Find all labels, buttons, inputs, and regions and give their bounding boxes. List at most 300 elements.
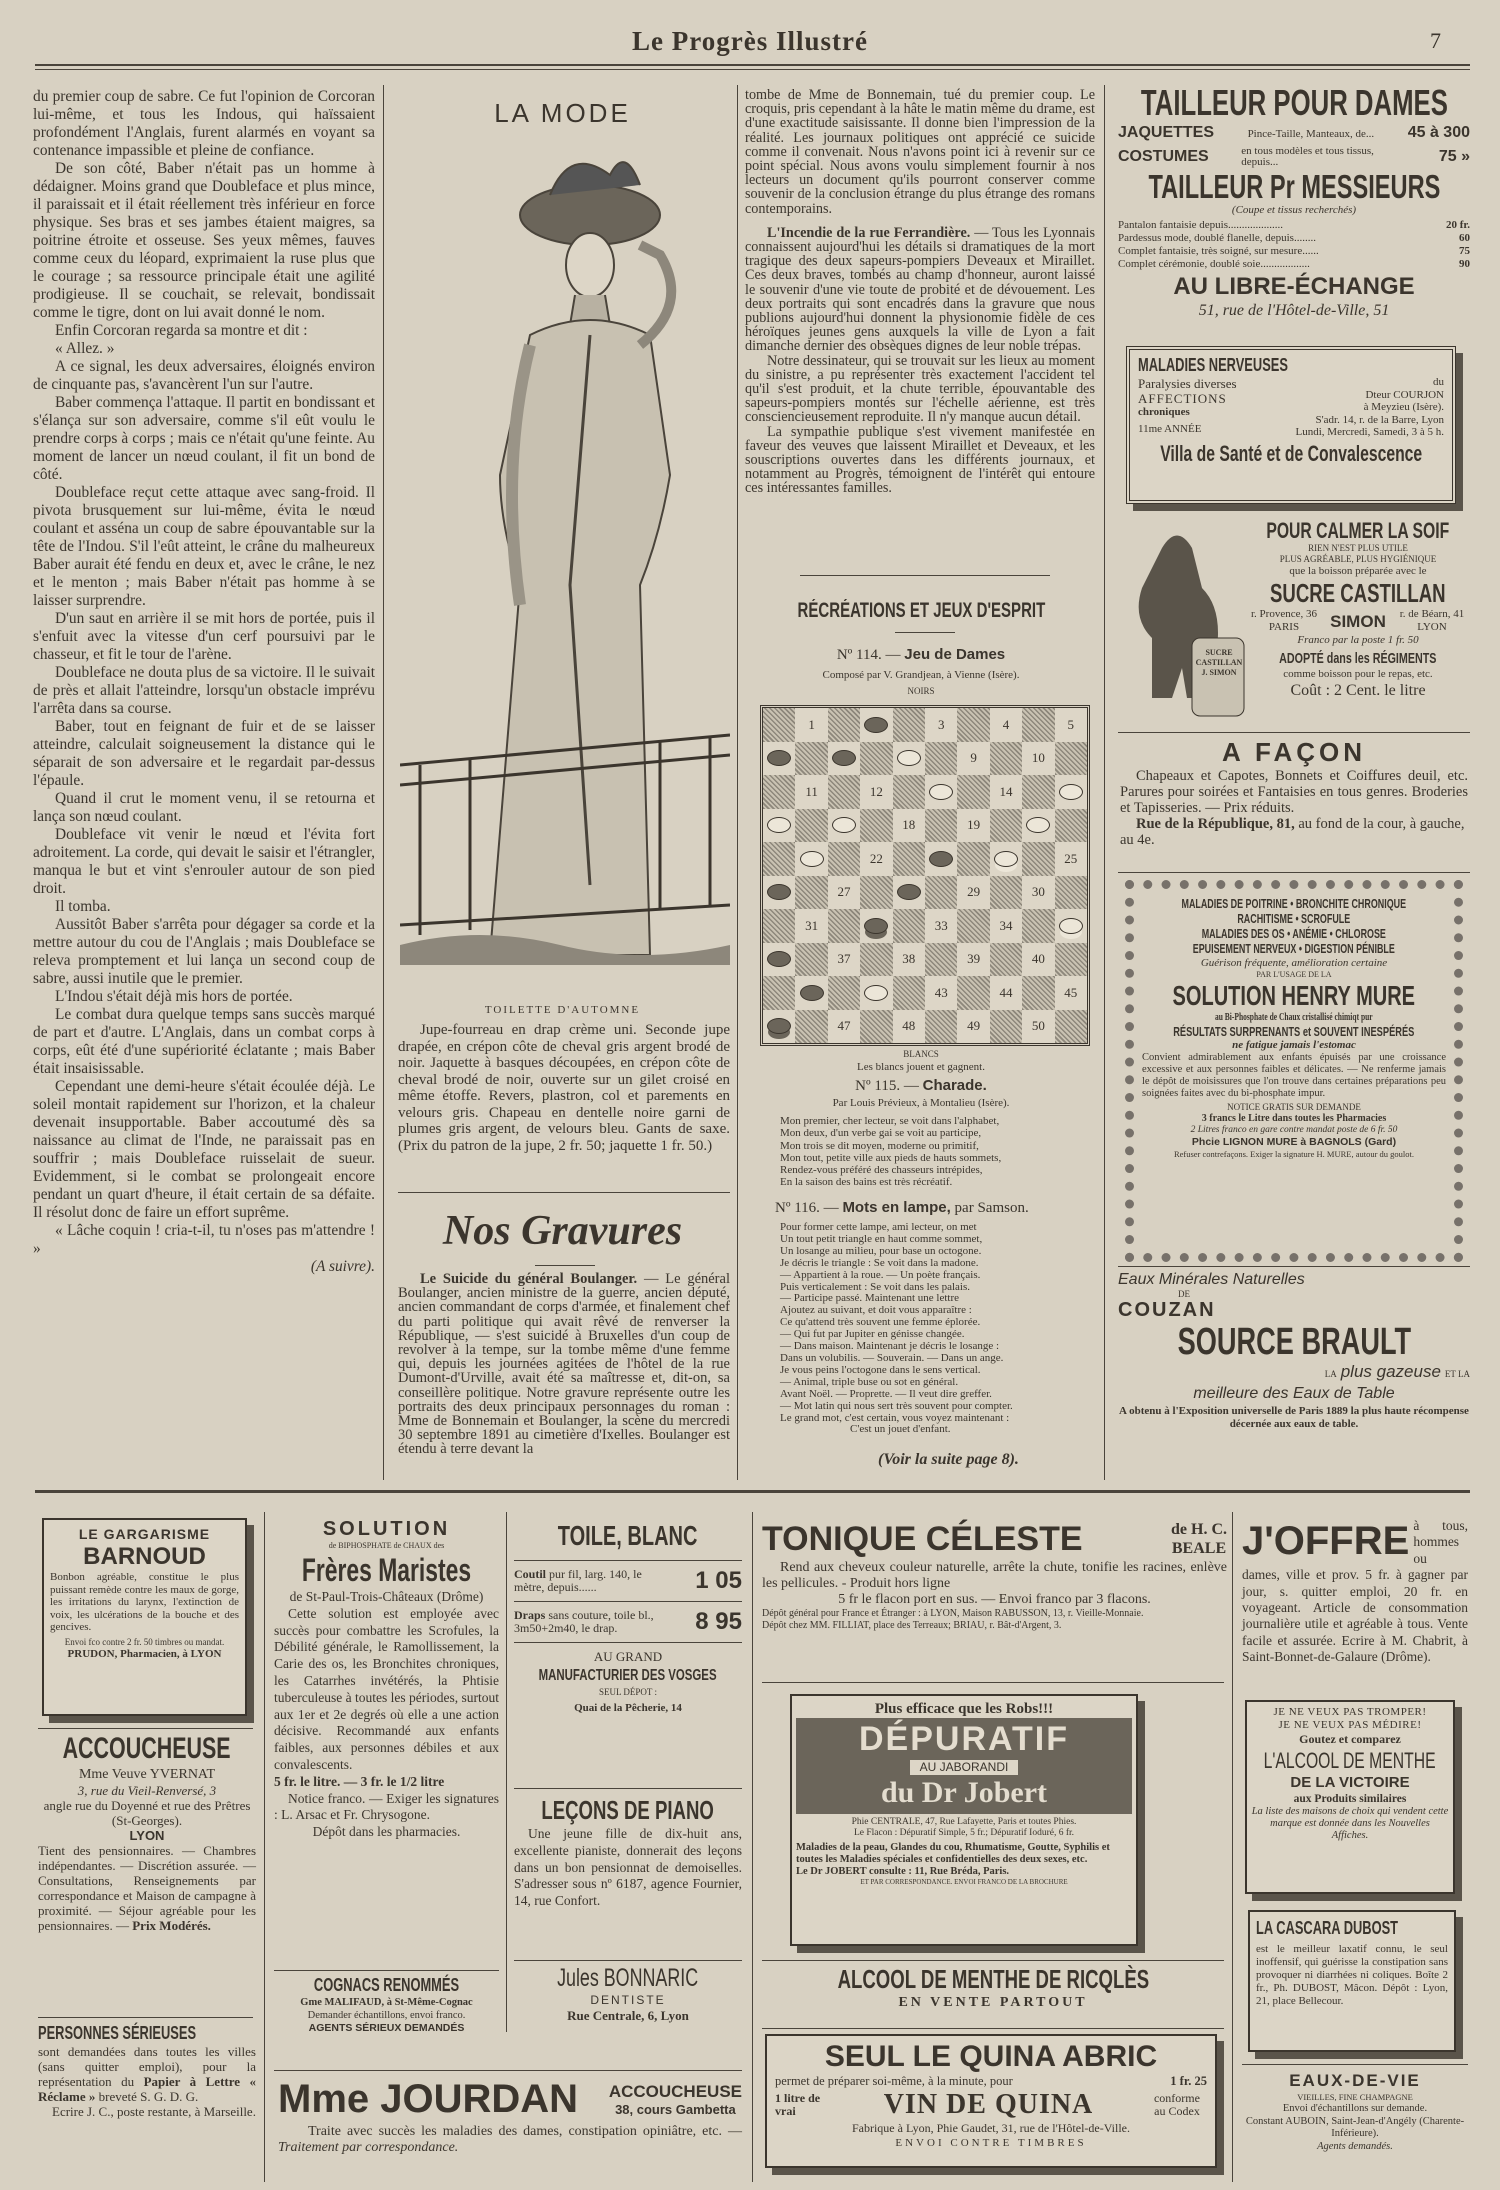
board-square-14: 14 [990,775,1022,809]
divider [800,575,1050,576]
board-square-30: 30 [1022,876,1054,910]
ad-text: VIEILLES, FINE CHAMPAGNE [1297,2092,1413,2102]
board-label-top: NOIRS [907,686,935,696]
divider [38,2017,253,2018]
price-row [1118,232,1470,245]
header-rule [35,64,1470,66]
ad-lecons-piano [514,1794,742,1910]
board-square-dark [1022,708,1054,742]
ad-text: conforme au Codex [1153,2091,1200,2118]
ad-text: Envoi fco contre 2 fr. 50 timbres ou mandat. [64,1636,225,1647]
ad-text: EPUISEMENT NERVEUX • DIGESTION PÉNIBLE [1192,942,1396,956]
ad-price: 75 » [1438,148,1470,165]
ad-brand: L'ALCOOL DE MENTHE [1263,1748,1437,1773]
ad-text: 1 litre de vrai [775,2091,821,2118]
mode-description-text: Jupe-fourreau en drap crème uni. Seconde jupe drapée, en crépon côte de cheval gris argent brodé de noir. Jaquette à basques découpées, en crépon côte de cheval brodé de noir, ouverte sur un gilet croisé en même étoffe. Revers, plastron, col et parements en velours gris. Chapeau en dentelle noire garni de plumes gris argent, de velours bleu. Gants de saxe. (Prix du patron de la jupe, 2 fr. 50; jaquette 1 fr. 50.) [398,1022,730,1154]
price-value: 75 [1459,245,1470,257]
ad-text: Pince-Taille, Manteaux, de... [1247,128,1375,140]
ad-cognacs [274,1974,499,2035]
board-square-dark [795,1010,827,1044]
white-king-piece [1059,918,1083,934]
divider [1118,732,1470,733]
problem-author: par Samson. [954,1200,1029,1216]
ad-text: sans couture, toile bl., 3m50+2m40, le drap. [514,1608,654,1635]
soldier-illustration [1122,518,1247,723]
board-square-dark [1055,876,1087,910]
board-square-dark [763,909,795,943]
ad-address: Rue de la République, 81, [1136,816,1295,832]
board-square-dark [763,708,795,742]
divider [1118,872,1470,873]
ad-maker: BEALE [1171,1540,1227,1557]
verse-line: Je vous peins l'octogone dans le sens vertical. [780,1363,981,1376]
article-lead: Le Suicide du général Boulanger. [420,1272,638,1287]
ad-text: AU GRAND [593,1649,663,1664]
ad-title: J'OFFRE [1242,1519,1410,1563]
fashion-illustration [400,135,730,1000]
ad-address: Constant AUBOIN, Saint-Jean-d'Angély (Charente-Inférieure). [1245,2115,1465,2139]
divider [1242,2064,1468,2065]
ad-text: Demander échantillons, envoi franco. [307,2010,466,2021]
white-piece [864,985,888,1001]
verse-line: — Appartient à la roue. — Un poète français. [780,1268,981,1281]
ad-text: A obtenu à l'Exposition universelle de Paris 1889 la plus haute récompense décernée aux eaux de table. [1119,1405,1469,1430]
story-paragraph: Doubleface vit venir le nœud et l'évita fort adroitement. La corde, qui devait le saisir et l'étrangler, manqua le but et vint s'enrouler autour de son pied droit. [33,826,375,897]
charade-verse [780,1115,1102,1189]
ad-text: EN VENTE PARTOUT [898,1995,1088,2010]
gravures-article [398,1272,730,1482]
verse-line: — Dans maison. Maintenant je décris le losange : [780,1340,1000,1353]
verse-line: Je décris le triangle : Se voit dans la madone. [780,1256,979,1269]
divider [762,1682,1224,1683]
problem-title: Charade. [922,1077,987,1094]
board-square-5: 5 [1055,708,1087,742]
recreations-title-wrap [740,598,1102,624]
ad-price: Le Flacon : Dépuratif Simple, 5 fr.; Dépuratif Ioduré, 6 fr. [853,1828,1075,1838]
story-paragraph: Enfin Corcoran regarda sa montre et dit : [55,322,308,339]
ad-text: Notice franco. — Exiger les signatures : L. Arsac et Fr. Chrysogone. [274,1790,499,1823]
ad-text: ET LA [1444,1369,1470,1379]
story-paragraph: De son côté, Baber n'était pas un homme à dédaigner. Moins grand que Doubleface et plus mince, il paraissait et il était réellement très inférieur en force physique. Ses bras et ses jambes étaient maigres, sa poitrine étroite et osseuse. Ses yeux mêmes, fauves comme ceux du léopard, exprimaient la ruse plus que le courage ; sa ressource principale était une agilité prodigieuse. Il se couchait, se relevait, bondissait comme le tigre, dont on lui avait donné le nom. [33,160,375,321]
board-square-48: 48 [893,1010,925,1044]
ad-accoucheuse [38,1732,256,1933]
verse-line: Mon deux, d'un verbe gai se voit au participe, [780,1127,982,1140]
ad-text: JE NE VEUX PAS TROMPER! [1273,1706,1427,1718]
board-square-dark [990,943,1022,977]
ad-text: AFFECTIONS [1138,391,1227,406]
ad-title: MALADIES NERVEUSES [1138,355,1288,375]
ad-text: Goutez et comparez [1299,1732,1401,1746]
ad-ricqles [762,1964,1224,2011]
problem-title: Mots en lampe, [842,1199,951,1216]
ad-tonique-celeste [762,1518,1227,1632]
ad-text: au Bi-Phosphate de Chaux cristallisé chimiqt pur [1215,1012,1373,1023]
mode-caption: TOILETTE D'AUTOMNE [484,1004,641,1016]
ad-maker: Phcie LIGNON MURE à BAGNOLS (Gard) [1191,1136,1397,1148]
ad-address: 3, rue du Vieil-Renversé, 3 [77,1783,217,1798]
board-square-dark [1022,909,1054,943]
white-king-piece [994,851,1018,867]
black-king-piece [767,1018,791,1034]
board-square-dark [795,876,827,910]
ad-text: SEUL DÉPOT : [598,1687,657,1697]
ad-store-name: AU LIBRE-ÉCHANGE [1173,273,1415,300]
price-item: Pantalon fantaisie depuis.................... [1118,219,1283,231]
ad-text: sont demandées dans toutes les villes (sans quitter emploi), pour la représentation du [38,2044,256,2089]
ad-title: TONIQUE CÉLESTE [762,1520,1083,1558]
article-text: — Le général Boulanger, ancien ministre de la guerre, ancien député, ancien commandant de corps d'armée, et finalement chef du parti politique qui avait rêvé de renverser la République, — s'est suicidé à Bruxelles d'un coup de revolver à la tempe, sur la tombe même d'une femme qui, depuis les journées agitées de l'hôtel de la rue Dumont-d'Urville, avait été sa maîtresse et, dit-on, sa conseillère politique. Notre gravure représente outre les portraits des deux principaux personnages du roman : Mme de Bonnemain et Boulanger, la scène du mercredi 30 septembre 1891 au cimetière d'Ixelles. Boulanger est étendu à terre devant la [398,1272,730,1458]
story-paragraph: « Allez. » [55,340,115,357]
verse-line: — Animal, triple buse ou sot en général. [780,1375,959,1388]
white-piece [832,817,856,833]
ad-price: Coût : 2 Cent. le litre [1290,682,1426,699]
ad-address: Le Dr JOBERT consulte : 11, Rue Bréda, Paris. [796,1866,1010,1877]
ad-label: Coutil [514,1567,547,1581]
ad-address: S'adr. 14, r. de la Barre, Lyon [1315,413,1444,426]
white-piece [1059,784,1083,800]
ad-address: Phie CENTRALE, 47, Rue Lafayette, Paris et toutes Phies. [851,1817,1077,1827]
board-square-37: 37 [828,943,860,977]
price-value: 20 fr. [1445,219,1470,231]
ad-text: comme boisson pour le repas, etc. [1283,668,1433,680]
board-square-17 [828,809,860,843]
ad-address: angle rue du Doyenné et rue des Prêtres (St-Georges). [43,1798,251,1828]
board-square-50: 50 [1022,1010,1054,1044]
ad-text: Lundi, Mercredi, Samedi, 3 à 5 h. [1295,426,1444,438]
ad-text: Traitement par correspondance. [278,2140,459,2155]
ad-brand: Frères Maristes [301,1552,472,1588]
problem-number: Nº 115. — [855,1078,919,1094]
ad-text: Une jeune fille de dix-huit ans, excellente pianiste, donnerait des leçons dans un bon pensionnat de demoiselles. S'adresser sous nº 6187, agence Fournier, 14, rue Confort. [514,1826,742,1909]
ad-sucre-castillan [1118,518,1470,728]
divider [1118,1266,1470,1267]
ad-toile-blanc [514,1518,742,1715]
board-square-18: 18 [893,809,925,843]
board-square-7 [828,742,860,776]
ad-text: JE NE VEUX PAS MÉDIRE! [1278,1719,1422,1731]
board-square-32 [860,909,892,943]
article-text: — Tous les Lyonnais connaissent aujourd'hui les détails si dramatiques de la mort tragique des deux sapeurs-pompiers Deveaux et Miraillet. Ces deux braves, tombés au champ d'honneur, auront laissé le souvenir d'une vie toute de probité et de dévouement. Les deux portraits qui sont encadrés dans la gravure que nous publions aujourd'hui donnent la physionomie fidèle de ces héroïques jeunes gens auxquels la ville de Lyon a fait dimanche dernier des obsèques dignes de leur noble trépas. [745,224,1095,355]
ad-text: chroniques [1138,406,1190,418]
serial-story [33,88,375,1486]
ad-text: Bonbon agréable, constitue le plus puissant remède contre les maux de gorge, les irritations du larynx, l'extinction de voix, les ulcérations de la bouche et des gencives. [50,1571,239,1633]
ad-text: PAR L'USAGE DE LA [1256,970,1332,979]
ad-text: RACHITISME • SCROFULE [1237,912,1351,926]
ad-price: 1 fr. 25 [1170,2074,1207,2088]
board-square-dark [925,742,957,776]
ad-title: TAILLEUR Pr MESSIEURS [1148,168,1440,205]
story-paragraph: Doubleface reçut cette attaque avec sang-froid. Il pivota brusquement sur lui-même, évita le nœud coulant et asséna un coup de sabre épouvantable sur la tête de l'Indou. S'il l'eût atteint, le crâne du malheureux Baber aurait été fendu en deux et, avec le crâne, le nez et le menton ; mais Baber n'était pas homme à se laisser surprendre. [33,484,375,609]
ad-text: LE GARGARISME [78,1526,211,1542]
article-text: tombe de Mme de Bonnemain, tué du premier coup. Le croquis, pris cependant à la hâte le matin même du drame, est d'une exactitude saisissante. Il donne bien l'impression de la réalité. Les journaux politiques ont apprécié ce suicide comme il convenait. Nous n'avons point ici à revenir sur ce point spécial. Nous avons voulu simplement fournir à nos lecteurs un document qu'ils pourront conserver comme souvenir de la conclusion étrange du plus étrange des romans contemporains. [745,88,1095,217]
ad-address: 38, cours Gambetta [615,2101,736,2117]
ad-text: DE [1178,1289,1190,1299]
ad-address: Quai de la Pêcherie, 14 [574,1702,682,1714]
board-square-39: 39 [957,943,989,977]
board-square-3: 3 [925,708,957,742]
column-divider [752,1512,753,2182]
board-square-dark [763,842,795,876]
ad-title: SEUL LE QUINA ABRIC [824,2040,1158,2073]
ad-brand: SUCRE CASTILLAN [1270,578,1446,608]
ad-text: La liste des maisons de choix qui vendent cette marque est donnée dans les Nouvelles Affiches. [1251,1806,1449,1841]
ad-text: meilleure des Eaux de Table [1193,1385,1395,1402]
price-item: Complet fantaisie, très soigné, sur mesure...... [1118,245,1319,257]
ad-text: ne fatigue jamais l'estomac [1232,1039,1356,1051]
ad-title: TAILLEUR POUR DAMES [1140,82,1448,123]
ad-alcool-victoire [1245,1700,1455,1894]
ad-text: AGENTS SÉRIEUX DEMANDÉS [308,2022,465,2034]
ad-title: ALCOOL DE MENTHE DE RICQLÈS [837,1964,1149,1994]
column-divider [1232,1512,1233,2182]
ad-a-facon [1120,737,1468,848]
board-square-dark [828,708,860,742]
verse-line: Un tout petit triangle en haut comme sommet, [780,1232,983,1245]
ad-text: plus gazeuse [1340,1362,1441,1381]
white-piece [929,784,953,800]
ad-title: EAUX-DE-VIE [1289,2071,1421,2090]
ad-title: LEÇONS DE PIANO [541,1795,715,1825]
verse-line: Un losange au milieu, pour base un octogone. [780,1244,982,1257]
ad-address: au fond de la cour, à gauche, au 4e. [1120,816,1465,848]
ad-title: A FAÇON [1221,737,1367,767]
board-square-13 [925,775,957,809]
board-square-31: 31 [795,909,827,943]
board-square-12: 12 [860,775,892,809]
ad-price: 5 fr. le litre. — 3 fr. le 1/2 litre [274,1773,445,1789]
board-square-15 [1055,775,1087,809]
ad-brand: DE LA VICTOIRE [1290,1774,1410,1791]
ad-text: à Meyzieu (Isère). [1363,401,1444,413]
board-square-10: 10 [1022,742,1054,776]
ad-text: Cette solution est employée avec succès pour combattre les Scrofules, la Débilité générale, le Ramollissement, la Carie des os, les Bronchites chroniques, les Catarrhes invétérés, la Phtisie tuberculeuse à toutes les périodes, surtout aux 1er et 2e degrés où elle a une action décisive. Recommandé aux enfants faibles, aux personnes débiles et aux convalescents. [274,1605,499,1772]
board-square-dark [957,775,989,809]
board-square-34: 34 [990,909,1022,943]
ad-address: Fabrique à Lyon, Phie Gaudet, 31, rue de l'Hôtel-de-Ville. [851,2121,1131,2135]
ad-text: MALADIES DE POITRINE • BRONCHITE CHRONIQUE [1181,897,1407,911]
divider [895,632,955,633]
verse-line: Mon trois se dit moyen, moderne ou primitif, [780,1139,979,1152]
board-square-dark [1022,775,1054,809]
verse-line: — Participe passé. Maintenant une lettre [780,1292,959,1305]
ad-city: LYON [129,1828,165,1843]
story-paragraph: A ce signal, les deux adversaires, éloignés environ de cinquante pas, s'avancèrent l'un sur l'autre. [33,358,375,393]
ad-brand: Villa de Santé et de Convalescence [1160,440,1423,466]
ad-brand: DÉPURATIF [858,1720,1070,1758]
ad-solution-henry-mure [1125,880,1463,1262]
price-item: Complet cérémonie, doublé soie.................. [1118,258,1310,270]
price-value: 60 [1459,232,1470,244]
board-square-22: 22 [860,842,892,876]
ad-text: Guérison fréquente, amélioration certaine [1200,957,1388,969]
board-square-29: 29 [957,876,989,910]
story-paragraph: D'un saut en arrière il se mit hors de portée, puis il s'enfuit avec la vitesse d'un cerf poursuivi par le chasseur, et fit le tour de l'arène. [33,610,375,663]
ad-text: de BIPHOSPHATE de CHAUX des [328,1541,445,1550]
board-square-dark [893,775,925,809]
ad-text: RÉSULTATS SURPRENANTS et SOUVENT INESPÉRÉS [1173,1024,1415,1039]
ad-price: 5 fr le flacon port en sus. — Envoi franco par 3 flacons. [838,1592,1151,1607]
board-square-26 [763,876,795,910]
story-paragraph: Cependant une demi-heure s'était écoulée déjà. Le soleil montait rapidement sur l'horizon, et la chaleur devenait insupportable. Baber accoutumé dès sa naissance au climat de l'Inde, ne paraissait pas en souffrir ; mais Doubleface ruisselait de sueur. Evidemment, si le combat se prolongeait encore pendant un quart d'heure, il était certain de sa défaite. Il résolut donc de faire un effort suprême. [33,1078,375,1221]
ad-brand: VIN DE QUINA [883,2089,1094,2120]
ad-name: Mme JOURDAN [278,2077,579,2121]
divider [398,1192,730,1193]
board-square-dark [828,909,860,943]
mode-description [398,1022,730,1182]
ad-text: Envoi d'échantillons sur demande. [1282,2103,1428,2114]
verse-line: Le grand mot, c'est certain, vous voyez maintenant : [780,1411,1010,1424]
board-square-49: 49 [957,1010,989,1044]
article-lead: L'Incendie de la rue Ferrandière. [767,224,971,241]
board-square-dark [828,775,860,809]
ad-joffre [1242,1518,1468,1666]
ad-text: Dteur COURJON [1365,388,1444,401]
ad-brand: SOLUTION HENRY MURE [1172,980,1416,1011]
column-divider [383,85,384,1480]
story-paragraph: « Lâche coquin ! cria-t-il, tu n'oses pas m'attendre ! » [33,1222,375,1257]
black-piece [767,750,791,766]
board-square-dark [990,1010,1022,1044]
white-piece [1026,817,1050,833]
board-square-dark [860,742,892,776]
verse-line: Mon tout, petite ville aux pieds de hauts sommets, [780,1151,1002,1164]
board-square-46 [763,1010,795,1044]
page-number: 7 [1430,28,1441,53]
ad-text: Maladies de la peau, Glandes du cou, Rhumatisme, Goutte, Syphilis et toutes les Maladies spéciales et confidentielles des deux sexes, etc. [796,1842,1110,1865]
white-piece [897,750,921,766]
recreations-title: RÉCRÉATIONS ET JEUX D'ESPRIT [797,599,1045,622]
board-square-11: 11 [795,775,827,809]
ad-text: Eaux Minérales Naturelles [1118,1271,1305,1288]
ad-place: COUZAN [1118,1299,1216,1321]
ad-text: pur fil, larg. 140, le mètre, depuis...... [514,1567,642,1594]
ad-text: Agents demandés. [1317,2140,1393,2152]
ad-text: Tient des pensionnaires. — Chambres indépendantes. — Discrétion assurée. — Consultations, Renseignements par correspondance et Maison de campagne à proximité. — Séjour agréable pour les pensionnaires. — [38,1843,256,1933]
ad-text: Refuser contrefaçons. Exiger la signature H. MURE, autour du goulot. [1173,1149,1415,1159]
black-piece [767,884,791,900]
ad-text: SOLUTION [322,1518,451,1540]
white-piece [767,817,791,833]
lampe-heading [775,1199,1029,1217]
black-piece [800,985,824,1001]
price-item: Pardessus mode, doublé flanelle, depuis........ [1118,232,1316,244]
board-square-9: 9 [957,742,989,776]
ad-text: ET PAR CORRESPONDANCE. ENVOI FRANCO DE LA BROCHURE [860,1878,1068,1886]
ad-text: ADOPTÉ dans les RÉGIMENTS [1279,650,1437,667]
ad-text: RIEN N'EST PLUS UTILE [1308,543,1408,553]
ad-brand: BARNOUD [83,1543,206,1570]
news-column [745,88,1095,558]
article-text: La sympathie publique s'est vivement manifestée en faveur des veuves que laissent Miraillet et Deveaux, et les souscriptions ouvertes dans les différents journaux, et notamment au Progrès, témoignent de l'intérêt qui entoure ces intéressantes familles. [745,423,1095,497]
ad-text: Franco par la poste 1 fr. 50 [1297,634,1419,646]
black-piece [767,951,791,967]
ad-title: COGNACS RENOMMÉS [313,1975,460,1995]
board-square-dark [925,809,957,843]
verse-line: Pour former cette lampe, ami lecteur, on met [780,1221,977,1233]
ad-maker: PRUDON, Pharmacien, à LYON [67,1647,222,1660]
ad-text: 11me ANNÉE [1138,423,1202,435]
board-square-23 [925,842,957,876]
ad-bonnaric [514,1964,742,2024]
ad-depuratif-jobert [790,1694,1138,1946]
continued-note: (Voir la suite page 8). [878,1451,1019,1468]
ad-label: Draps [514,1608,546,1622]
board-square-dark [925,943,957,977]
board-square-dark [860,1010,892,1044]
ad-text: de H. C. [1171,1521,1227,1538]
verse-line: Puis verticalement : Se voit dans les palais. [780,1280,971,1293]
ad-label: COSTUMES [1118,148,1209,165]
charade-author: Par Louis Prévieux, à Montalieu (Isère). [832,1097,1010,1109]
ad-brand: du Dr Jobert [880,1776,1048,1809]
ad-address: Ecrire J. C., poste restante, à Marseille. [52,2104,256,2119]
board-square-dark [860,876,892,910]
board-square-dark [860,809,892,843]
board-square-dark [893,909,925,943]
masthead: Le Progrès Illustré [632,26,868,56]
lampe-verse [780,1222,1102,1436]
story-paragraph: Baber commença l'attaque. Il partit en bondissant et s'élança sur son adversaire, comme s'il eût voulu le prendre corps à corps ; mais ce n'était qu'une feinte. Au moment de lancer un nœud coulant, il fit un bond de côté. [33,394,375,483]
story-paragraph: Quand il crut le moment venu, il se retourna et lança son nœud coulant. [33,790,375,825]
problem-number: Nº 114. — [836,647,901,663]
ad-quina-abric [765,2034,1217,2168]
ad-name: Jules BONNARIC [557,1964,699,1992]
divider [762,1960,1224,1961]
board-square-24 [990,842,1022,876]
story-paragraph: Doubleface ne douta plus de sa victoire. Il le suivait de près et allait l'atteindre, lorsqu'un obstacle imprévu l'arrêta dans sa course. [33,664,375,717]
ad-address: r. Provence, 36 PARIS [1251,608,1317,633]
ad-text: Dépôt dans les pharmacies. [312,1824,461,1840]
ad-text: DENTISTE [590,1993,666,2007]
ad-text: est le meilleur laxatif connu, le seul inoffensif, qui guérisse la constipation sans provoquer ni diarrhées ni coliques. Boîte 2 fr., Ph. DUBOST, Mâcon. Dépôt : Lyon, 21, place Bellecour. [1256,1943,1448,2007]
verse-line: Dans un volubilis. — Souverain. — Dans un ange. [780,1351,1004,1364]
divider [274,1970,499,1971]
board-square-dark [828,976,860,1010]
divider [762,2028,1224,2029]
board-square-dark [763,976,795,1010]
board-square-21 [795,842,827,876]
section-rule [35,1490,1470,1493]
board-label-bottom: BLANCS [903,1049,939,1059]
article-text: Notre dessinateur, qui se trouvait sur les lieux au moment du sinistre, a pu représenter très exactement l'accident tel qu'il s'est produit, et la chute terrible, épouvantable des sapeurs-pompiers montés sur l'échelle aérienne, est très consciencieusement reproduite. Il n'y manque aucun détail. [745,352,1095,426]
price-value: 90 [1459,258,1470,270]
divider [535,1265,595,1266]
board-square-dark [925,876,957,910]
verse-line: Ajoutez au suivant, et doit vous apparaître : [780,1304,972,1317]
board-square-dark [828,842,860,876]
ad-text: ENVOI CONTRE TIMBRES [895,2137,1087,2149]
ad-text: Traite avec succès les maladies des dames, constipation opiniâtre, etc. — [308,2124,742,2139]
white-piece [800,851,824,867]
board-square-33: 33 [925,909,957,943]
ad-text: Plus efficace que les Robs!!! [874,1701,1054,1717]
verse-line: — Qui fut par Jupiter en génisse changée. [780,1328,965,1341]
board-square-dark [893,842,925,876]
mode-title: LA MODE [494,98,631,128]
ad-eaux-de-vie [1242,2070,1468,2153]
board-square-4: 4 [990,708,1022,742]
ad-text: AU JABORANDI [910,1760,1019,1775]
black-king-piece [864,918,888,934]
ad-freres-maristes [274,1518,499,1841]
story-paragraph: L'Indou s'était déjà mis hors de portée. [55,988,293,1005]
board-square-2 [860,708,892,742]
ad-address: r. de Béarn, 41 LYON [1399,608,1465,633]
board-square-dark [893,708,925,742]
board-note: Les blancs jouent et gagnent. [857,1061,985,1073]
verse-line: Ce qu'attend très souvent une femme éplorée. [780,1316,981,1329]
ad-text: MANUFACTURIER DES VOSGES [539,1667,717,1684]
